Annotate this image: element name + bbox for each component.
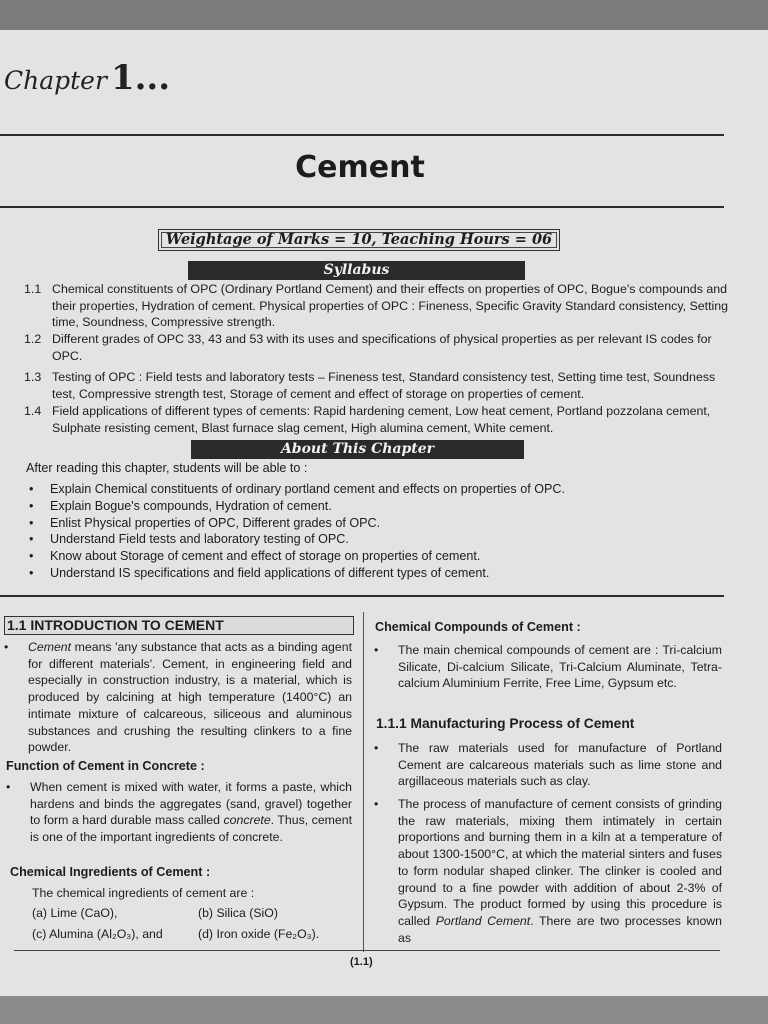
background-bottom <box>0 996 768 1024</box>
syllabus-item-text: Different grades of OPC 33, 43 and 53 with its uses and specifications of physical properties as per relevant IS codes for OPC. <box>52 332 712 363</box>
about-intro: After reading this chapter, students will be able to : <box>26 461 308 475</box>
manufacturing-heading: 1.1.1 Manufacturing Process of Cement <box>376 716 635 731</box>
syllabus-item-number: 1.3 <box>24 370 42 384</box>
process-text-a: The process of manufacture of cement consists of grinding the raw materials, mixing them intimately in certain proportions and burning them in a kiln at a temperature of about 1300-1500°C, at which the material sinters and fuses to form nodular shaped clinker. The clinker is cooled and ground to a fine powder with addition of about 2-3% of Gypsum. The product formed by using this procedure is called <box>398 797 722 928</box>
ingredients-heading: Chemical Ingredients of Cement : <box>10 865 211 879</box>
process-paragraph <box>398 796 722 946</box>
footer-rule <box>14 950 720 951</box>
ingredient-lime: (a) Lime (CaO), <box>32 906 118 920</box>
page-number: (1.1) <box>350 956 373 968</box>
function-text-b: . Thus, cement is one of the important ingredients of concrete. <box>30 813 352 845</box>
about-bullet: • Understand IS specifications and field applications of different types of cement. <box>26 565 726 582</box>
syllabus-item <box>24 403 730 436</box>
about-bullet: • Enlist Physical properties of OPC, Different grades of OPC. <box>26 515 726 532</box>
syllabus-item-text: Testing of OPC : Field tests and laboratory tests – Fineness test, Standard consistency test, Setting time test, Soundness test, Compressive strength test, Storage of cement and effect of storage on properties of cement. <box>52 370 716 401</box>
section-heading-intro: 1.1 INTRODUCTION TO CEMENT <box>4 616 354 635</box>
about-bullet-list <box>26 481 726 582</box>
concrete-term: concrete <box>223 813 271 828</box>
title-rule <box>0 206 724 208</box>
top-rule <box>0 134 724 136</box>
raw-materials-paragraph: • The raw materials used for manufacture of Portland Cement are calcareous materials such as lime stone and argillaceous materials such as clay. <box>398 740 722 790</box>
about-bullet: • Understand Field tests and laboratory testing of OPC. <box>26 531 726 548</box>
function-paragraph <box>30 779 352 846</box>
function-heading: Function of Cement in Concrete : <box>6 759 205 773</box>
chapter-word: Chapter <box>4 66 107 95</box>
about-bullet: • Explain Bogue's compounds, Hydration of cement. <box>26 498 726 515</box>
compounds-paragraph: • The main chemical compounds of cement are : Tri-calcium Silicate, Di-calcium Silicate, Tri-Calcium Aluminate, Tetra-calcium Aluminium Ferrite, Free Lime, Gypsum etc. <box>398 642 722 692</box>
ingredient-silica: (b) Silica (SiO) <box>198 906 278 920</box>
portland-term: Portland Cement <box>435 913 531 928</box>
process-text-b: . There are two processes known as <box>398 913 723 945</box>
syllabus-item-number: 1.1 <box>24 282 42 296</box>
ingredient-alumina: (c) Alumina (Al₂O₃), and <box>32 927 163 941</box>
syllabus-item-number: 1.4 <box>24 404 42 418</box>
weightage-box: Weightage of Marks = 10, Teaching Hours = 06 <box>158 229 560 251</box>
page-title: Cement <box>295 150 425 185</box>
syllabus-item-number: 1.2 <box>24 332 42 346</box>
syllabus-item <box>24 331 730 364</box>
intro-text: means 'any substance that acts as a binding agent for different materials'. Cement, in engineering field and especially in construction industry, is a material, which is produced by calcining at high temperature (1400°C) an intimate mixture of calcareous, siliceous and aluminous substances and crushing the resulting clinkers to a fine powder. <box>28 640 352 755</box>
about-bullet: • Explain Chemical constituents of ordinary portland cement and effects on properties of OPC. <box>26 481 726 498</box>
chapter-number: 1... <box>110 58 171 98</box>
about-banner: About This Chapter <box>191 440 524 459</box>
column-divider <box>363 612 364 952</box>
function-text-a: When cement is mixed with water, it forms a paste, which hardens and binds the aggregates (sand, gravel) together to form a hard durable mass called <box>30 780 352 828</box>
syllabus-item-text: Field applications of different types of cements: Rapid hardening cement, Low heat cement, Portland pozzolana cement, Sulphate resisting cement, Blast furnace slag cement, High alumina cement, White cement. <box>52 404 711 435</box>
syllabus-item-text: Chemical constituents of OPC (Ordinary Portland Cement) and their effects on properties of OPC, Bogue's compounds and their properties, Hydration of cement. Physical properties of OPC : Fineness, Specific Gravity Standard consistency, Setting time, Soundness, Compressive strength. <box>52 282 729 330</box>
about-bullet: • Know about Storage of cement and effect of storage on properties of cement. <box>26 548 726 565</box>
background-top <box>0 0 768 30</box>
syllabus-banner: Syllabus <box>188 261 525 280</box>
chapter-label <box>4 58 170 98</box>
syllabus-item <box>24 369 730 402</box>
syllabus-item <box>24 281 730 331</box>
compounds-heading: Chemical Compounds of Cement : <box>375 620 581 634</box>
section-rule <box>0 595 724 597</box>
intro-paragraph <box>28 639 352 756</box>
cement-term: Cement <box>28 640 72 654</box>
ingredient-iron-oxide: (d) Iron oxide (Fe₂O₃). <box>198 927 320 941</box>
ingredients-intro: The chemical ingredients of cement are : <box>32 886 255 900</box>
